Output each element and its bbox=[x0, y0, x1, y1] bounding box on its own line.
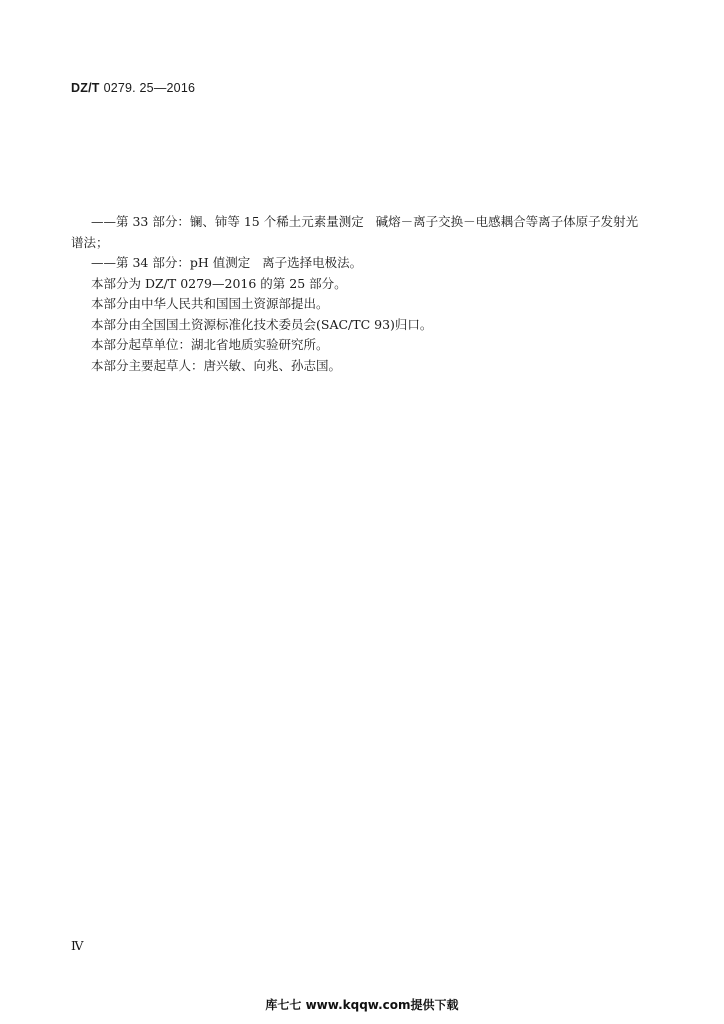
paragraph-under-jurisdiction: 本部分由全国国土资源标准化技术委员会(SAC/TC 93)归口。 bbox=[91, 316, 433, 332]
list-item-part-33: ——第 33 部分：镧、铈等 15 个稀土元素量测定 碱熔－离子交换－电感耦合等离子体原子发射光 bbox=[91, 214, 639, 229]
standard-code: DZ/T bbox=[71, 81, 100, 95]
list-item-part-33-continuation: 谱法； bbox=[71, 234, 109, 250]
page-number: Ⅳ bbox=[71, 938, 84, 953]
paragraph-main-drafters: 本部分主要起草人：唐兴敏、向兆、孙志国。 bbox=[91, 357, 342, 373]
standard-number: 0279. 25—2016 bbox=[103, 81, 196, 95]
paragraph-proposed-by: 本部分由中华人民共和国国土资源部提出。 bbox=[91, 296, 329, 311]
list-item-part-34: ——第 34 部分：pH 值测定 离子选择电极法。 bbox=[91, 255, 363, 270]
standard-header bbox=[71, 81, 195, 95]
paragraph-part-statement: 本部分为 DZ/T 0279—2016 的第 25 部分。 bbox=[91, 275, 347, 291]
foreword-body bbox=[71, 212, 661, 376]
paragraph-drafting-organization: 本部分起草单位：湖北省地质实验研究所。 bbox=[91, 337, 329, 352]
download-source-footer: 库七七 www.kqqw.com提供下载 bbox=[265, 998, 459, 1012]
